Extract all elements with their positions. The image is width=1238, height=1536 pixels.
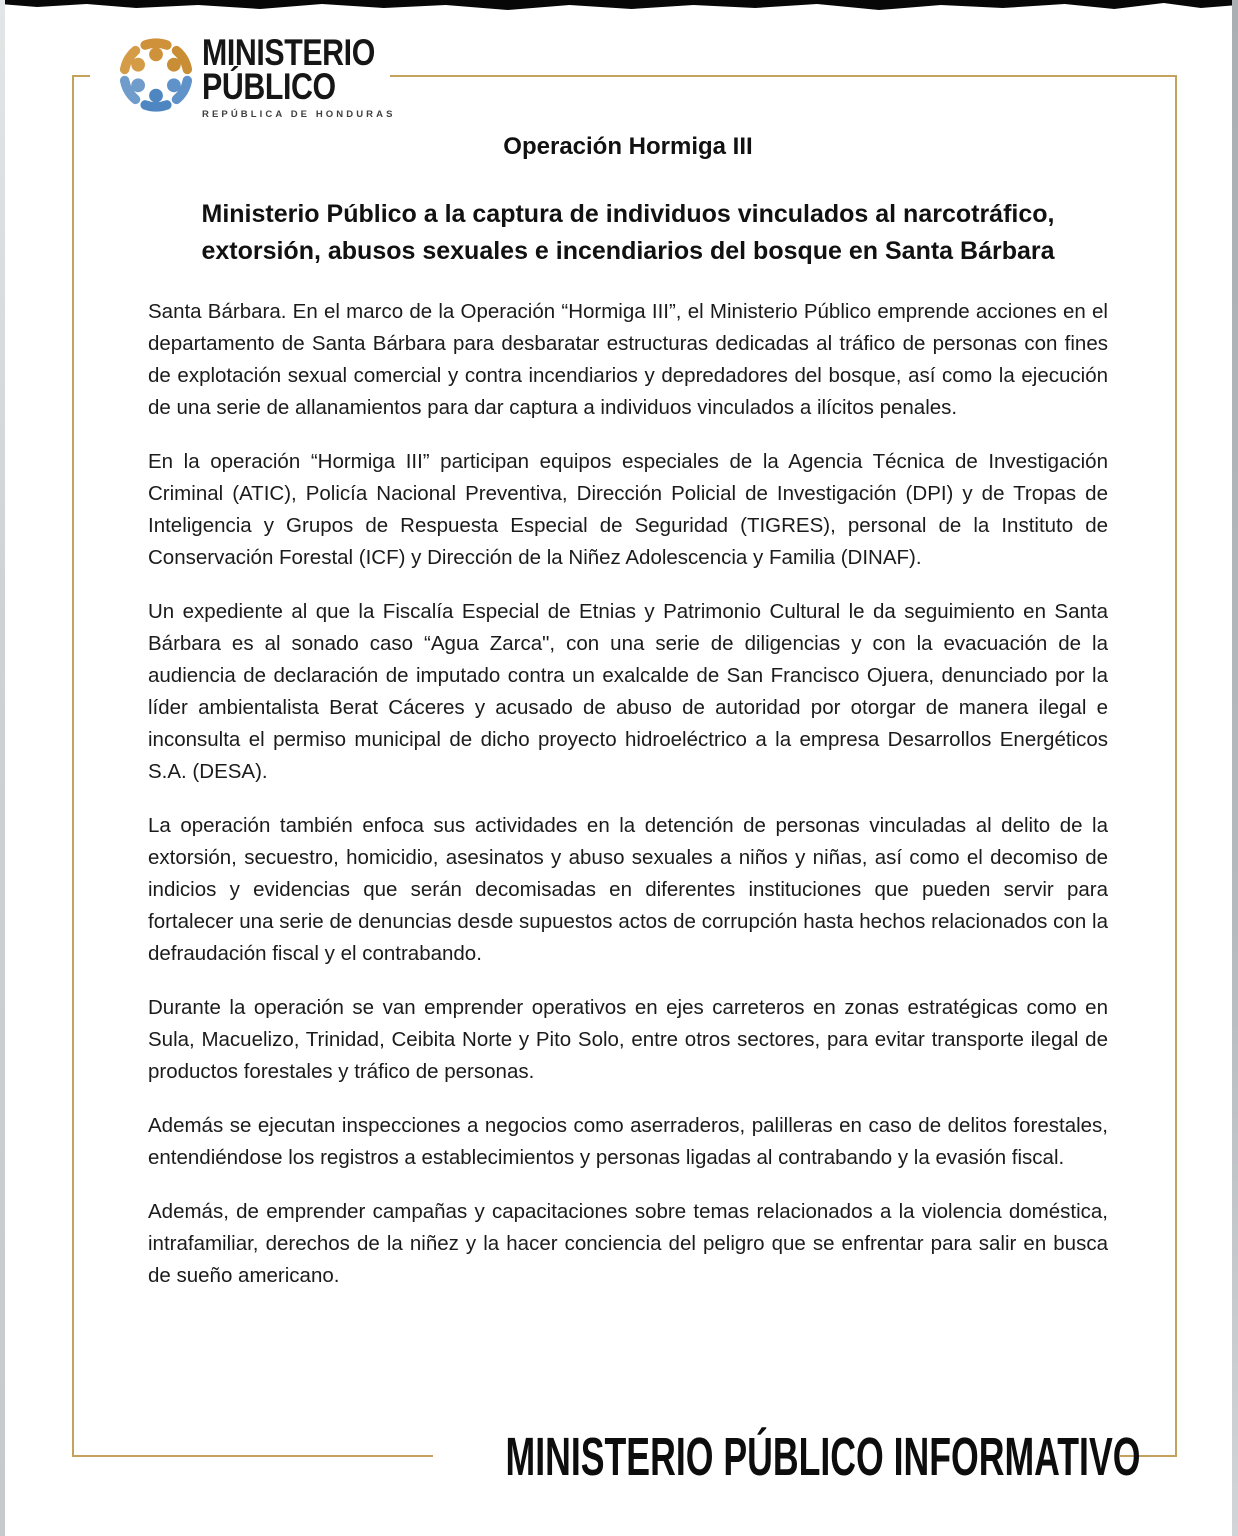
paragraph-6: Además se ejecutan inspecciones a negocios como aserraderos, palilleras en caso de delitos forestales, entendiéndose los registros a establecimientos y personas ligadas al contrabando y la evasión fiscal. — [148, 1114, 1108, 1169]
frame-left-line — [72, 75, 74, 1457]
people-circle-logo-icon — [113, 32, 199, 118]
footer-banner-text: MINISTERIO PÚBLICO INFORMATIVO — [505, 1427, 1141, 1487]
scan-left-edge — [0, 0, 5, 1536]
frame-right-line — [1175, 75, 1177, 1457]
scan-right-edge — [1232, 0, 1238, 1536]
logo-title-line1: MINISTERIO — [202, 32, 375, 73]
paragraph-1: Santa Bárbara. En el marco de la Operación “Hormiga III”, el Ministerio Público emprende acciones en el departamento de Santa Bárbara para desbaratar estructuras dedicadas al tráfico de personas con fines de explotación sexual comercial y contra incendiarios y depredadores del bosque, así como la ejecución de una serie de allanamientos para dar captura a individuos vinculados a ilícitos penales. — [148, 300, 1108, 419]
paragraph-4: La operación también enfoca sus actividades en la detención de personas vinculadas al delito de la extorsión, secuestro, homicidio, asesinatos y abuso sexuales a niños y niñas, así como el decomiso de indicios y evidencias que serán decomisadas en diferentes instituciones que pueden servir para fortalecer una serie de denuncias desde supuestos actos de corrupción hasta hechos relacionados con la defraudación fiscal y el contrabando. — [148, 814, 1108, 965]
headline: Ministerio Público a la captura de individuos vinculados al narcotráfico, extorsión, abusos sexuales e incendiarios del bosque en Santa Bárbara — [201, 200, 1055, 265]
ministerio-publico-logo — [90, 16, 396, 140]
paragraph-3: Un expediente al que la Fiscalía Especial de Etnias y Patrimonio Cultural le da seguimiento en Santa Bárbara es al sonado caso “Agua Zarca", con una serie de diligencias y con la evacuación de la audiencia de declaración de imputado contra un exalcalde de San Francisco Ojuera, denunciado por la líder ambientalista Berat Cáceres y acusado de abuso de autoridad por otorgar de manera ilegal e inconsulta el permiso municipal de dicho proyecto hidroeléctrico a la empresa Desarrollos Energéticos S.A. (DESA). — [148, 600, 1108, 783]
logo-tagline: REPÚBLICA DE HONDURAS — [202, 109, 396, 120]
paragraph-2: En la operación “Hormiga III” participan equipos especiales de la Agencia Técnica de Investigación Criminal (ATIC), Policía Nacional Preventiva, Dirección Policial de Investigación (DPI) y de Tropas de Inteligencia y Grupos de Respuesta Especial de Seguridad (TIGRES), personal de la Instituto de Conservación Forestal (ICF) y Dirección de la Niñez Adolescencia y Familia (DINAF). — [148, 450, 1108, 569]
press-release-body — [148, 132, 1108, 1314]
paragraph-7: Además, de emprender campañas y capacitaciones sobre temas relacionados a la violencia doméstica, intrafamiliar, derechos de la niñez y la hacer conciencia del peligro que se enfrentar para salir en busca de sueño americano. — [148, 1200, 1108, 1287]
scan-torn-edge — [0, 0, 1238, 12]
footer-banner — [342, 1426, 1238, 1488]
operation-title: Operación Hormiga III — [503, 133, 753, 160]
logo-wordmark — [202, 32, 413, 120]
logo-title-line2: PÚBLICO — [202, 66, 336, 107]
paragraph-5: Durante la operación se van emprender operativos en ejes carreteros en zonas estratégicas como en Sula, Macuelizo, Trinidad, Ceibita Norte y Pito Solo, entre otros sectores, para evitar transporte ilegal de productos forestales y tráfico de personas. — [148, 996, 1108, 1083]
